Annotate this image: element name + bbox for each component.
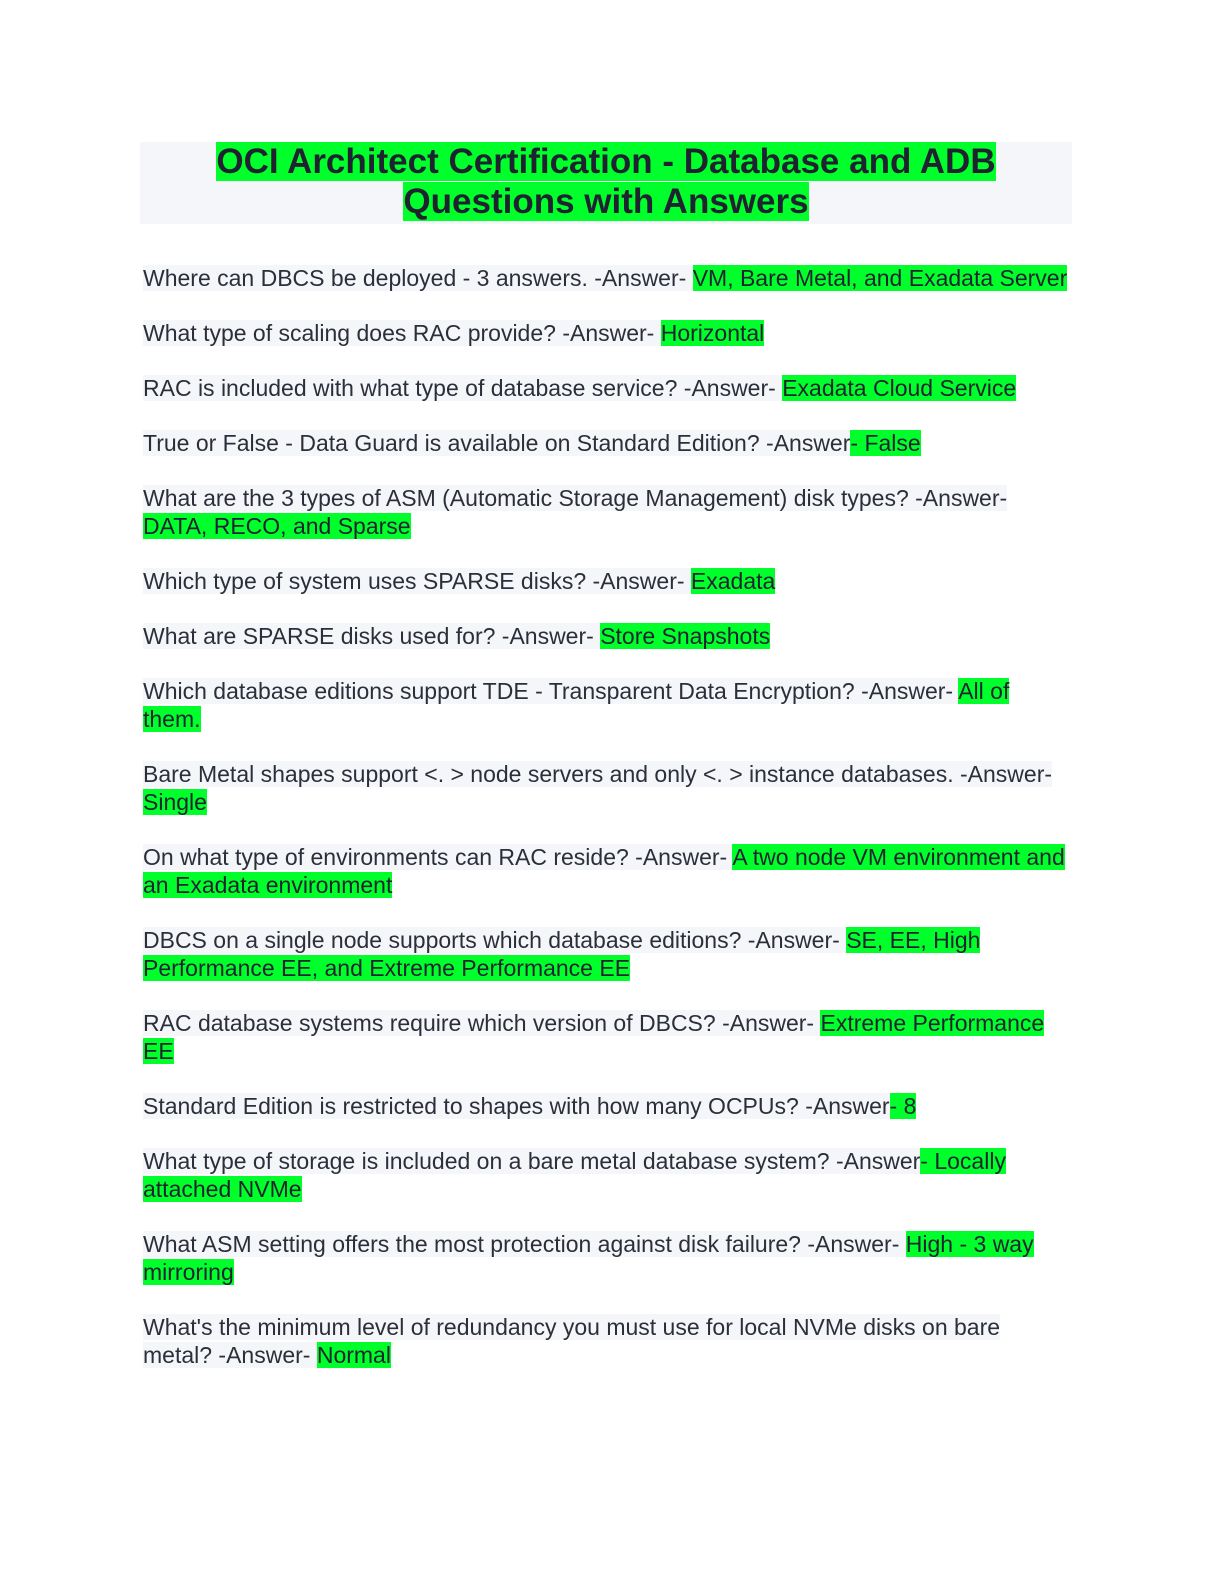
answer-text: - Locally attached NVMe [143, 1148, 1006, 1202]
qa-item [143, 429, 1073, 457]
qa-item [143, 1147, 1073, 1203]
answer-text: - 8 [889, 1093, 917, 1119]
title-line-2 [140, 182, 1072, 222]
answer-text: Store Snapshots [600, 623, 771, 649]
answer-text: Single [143, 789, 207, 815]
qa-item [143, 1009, 1073, 1065]
question-text: Standard Edition is restricted to shapes with how many OCPUs? -Answer [143, 1093, 890, 1119]
answer-text: Extreme Performance EE [143, 1010, 1045, 1064]
question-text: Which database editions support TDE - Transparent Data Encryption? -Answer- [143, 678, 959, 704]
qa-item [143, 1313, 1073, 1369]
question-text: On what type of environments can RAC reside? -Answer- [143, 844, 733, 870]
question-text: Where can DBCS be deployed - 3 answers. -Answer- [143, 265, 693, 291]
answer-text: SE, EE, High Performance EE, and Extreme Performance EE [143, 927, 981, 981]
qa-item [143, 264, 1073, 292]
qa-item [143, 319, 1073, 347]
qa-item [143, 926, 1073, 982]
title-line-1 [140, 142, 1072, 182]
qa-item [143, 677, 1073, 733]
question-text: True or False - Data Guard is available on Standard Edition? -Answer [143, 430, 851, 456]
qa-item [143, 622, 1073, 650]
question-text: What type of storage is included on a bare metal database system? -Answer [143, 1148, 921, 1174]
question-text: What's the minimum level of redundancy you must use for local NVMe disks on bare metal? -Answer- [143, 1314, 1001, 1368]
qa-item [143, 567, 1073, 595]
answer-text: High - 3 way mirroring [143, 1231, 1034, 1285]
qa-item [143, 1230, 1073, 1286]
qa-item [143, 484, 1073, 540]
answer-text: Exadata [690, 568, 776, 594]
question-text: RAC database systems require which version of DBCS? -Answer- [143, 1010, 821, 1036]
qa-item [143, 1092, 1073, 1120]
answer-text: Horizontal [660, 320, 765, 346]
document-title [140, 142, 1072, 224]
question-text: RAC is included with what type of database service? -Answer- [143, 375, 783, 401]
answer-text: Exadata Cloud Service [782, 375, 1017, 401]
question-text: What type of scaling does RAC provide? -Answer- [143, 320, 661, 346]
answer-text: - False [850, 430, 921, 456]
qa-item [143, 374, 1073, 402]
question-text: Bare Metal shapes support <. > node servers and only <. > instance databases. -Answer- [143, 761, 1053, 787]
qa-item [143, 843, 1073, 899]
qa-list [143, 264, 1073, 1396]
answer-text: DATA, RECO, and Sparse [143, 513, 411, 539]
question-text: What are the 3 types of ASM (Automatic Storage Management) disk types? -Answer- [143, 485, 1008, 511]
question-text: DBCS on a single node supports which database editions? -Answer- [143, 927, 847, 953]
answer-text: VM, Bare Metal, and Exadata Server [692, 265, 1068, 291]
question-text: What are SPARSE disks used for? -Answer- [143, 623, 601, 649]
answer-text: All of them. [143, 678, 1010, 732]
title-line-1-text: OCI Architect Certification - Database and ADB [216, 142, 996, 181]
answer-text: Normal [316, 1342, 391, 1368]
answer-text: A two node VM environment and an Exadata environment [143, 844, 1065, 898]
question-text: Which type of system uses SPARSE disks? -Answer- [143, 568, 691, 594]
title-line-2-text: Questions with Answers [403, 182, 809, 221]
qa-item [143, 760, 1073, 816]
question-text: What ASM setting offers the most protection against disk failure? -Answer- [143, 1231, 906, 1257]
